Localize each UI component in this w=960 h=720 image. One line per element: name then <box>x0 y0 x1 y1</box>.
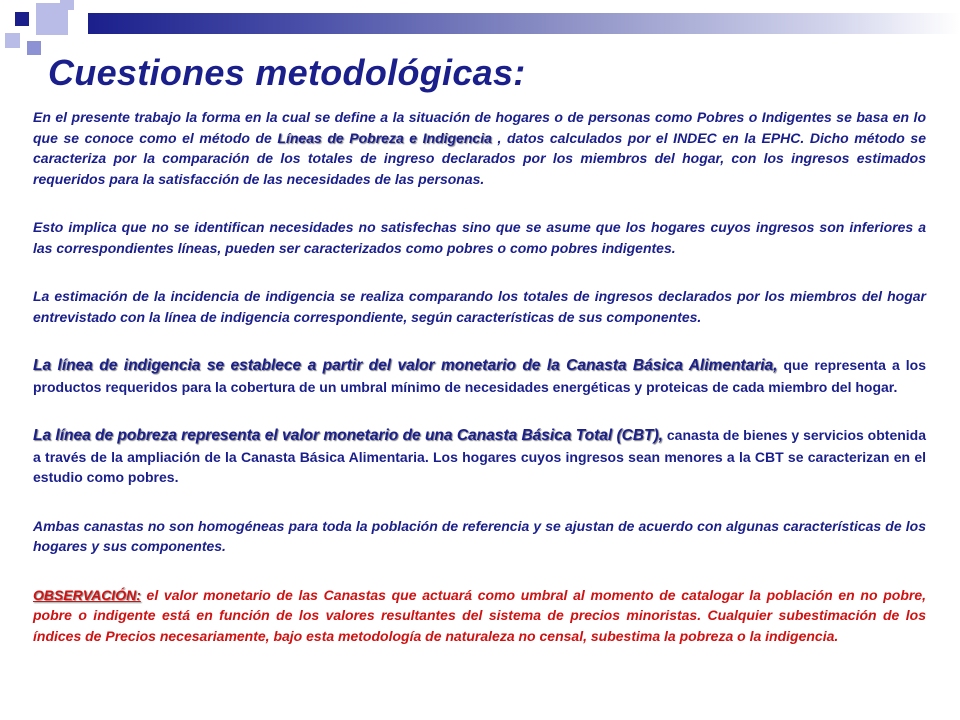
decor-square <box>15 12 29 26</box>
slide-body <box>33 107 926 646</box>
paragraph-implication: Esto implica que no se identifican necesidades no satisfechas sino que se asume que los hogares cuyos ingresos son inferiores a las correspondientes líneas, pueden ser caracterizados como pobres o como pobres indigentes. <box>33 219 926 256</box>
paragraph-poverty-line: La línea de pobreza representa el valor monetario de una Canasta Básica Total (CBT), canasta de bienes y servicios obtenida a través de la ampliación de la Canasta Básica Alimentaria. Los hogares cuyos ingresos sean menores a la CBT se caracterizan en el estudio como pobres. <box>33 427 927 485</box>
decor-square <box>60 0 74 10</box>
poverty-line-highlight: La línea de pobreza representa el valor monetario de una Canasta Básica Total (CBT), <box>33 427 663 444</box>
slide-title: Cuestiones metodológicas: <box>48 52 526 93</box>
paragraph-indigence-line: La línea de indigencia se establece a partir del valor monetario de la Canasta Básica Alimentaria, que representa a los productos requeridos para la cobertura de un umbral mínimo de necesidades energéticas y proteicas de cada miembro del hogar. <box>33 357 926 395</box>
paragraph-indigence-estimation: La estimación de la incidencia de indigencia se realiza comparando los totales de ingresos declarados por los miembros del hogar entrevistado con la línea de indigencia correspondiente, según características de sus componentes. <box>33 288 926 325</box>
observation-label: OBSERVACIÓN: <box>33 586 141 603</box>
decor-square <box>27 41 41 55</box>
header-gradient-bar <box>88 13 960 34</box>
indigence-line-highlight: La línea de indigencia se establece a partir del valor monetario de la Canasta Básica Alimentaria, <box>33 357 778 374</box>
decor-square <box>5 33 20 48</box>
paragraph-observation: OBSERVACIÓN: el valor monetario de las Canastas que actuará como umbral al momento de catalogar la población en no pobre, pobre o indigente está en función de los valores resultantes del sistema de precios minoristas. Cualquier subestimación de los índices de Precios necesariamente, bajo esta metodología de naturaleza no censal, subestima la pobreza o la indigencia. <box>33 586 926 644</box>
paragraph-baskets: Ambas canastas no son homogéneas para toda la población de referencia y se ajustan de acuerdo con algunas características de los hogares y sus componentes. <box>33 517 926 554</box>
method-highlight: Líneas de Pobreza e Indigencia <box>277 129 492 146</box>
paragraph-method: En el presente trabajo la forma en la cual se define a la situación de hogares o de personas como Pobres o Indigentes se basa en lo que se conoce como el método de Líneas de Pobreza e Indigencia , datos calculados por el INDEC en la EPHC. Dicho método se caracteriza por la comparación de los totales de ingreso declarados por los miembros del hogar, con los ingresos estimados requeridos para la satisfacción de las necesidades de las personas. <box>33 109 927 187</box>
